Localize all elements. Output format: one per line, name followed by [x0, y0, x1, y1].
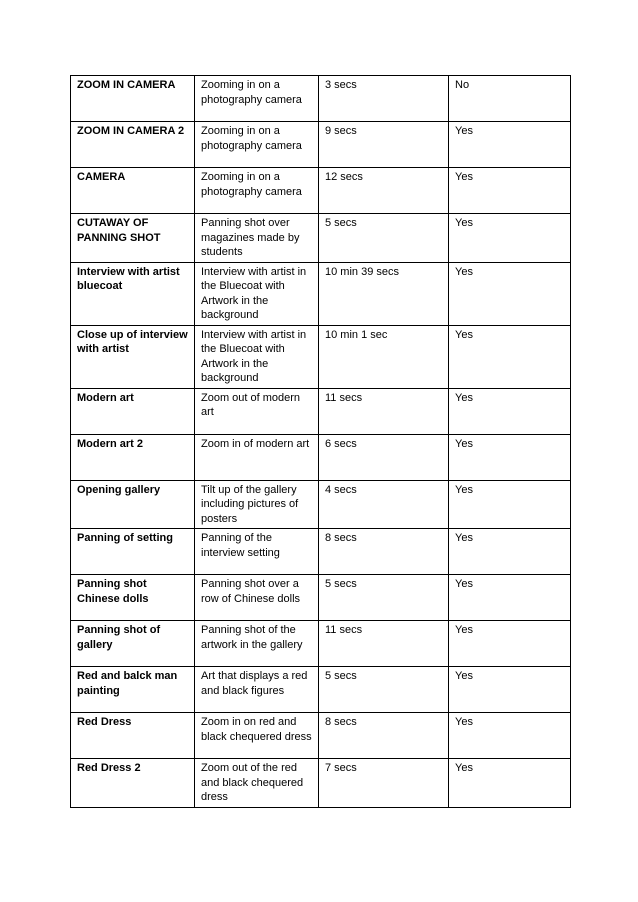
shot-description-cell: Zooming in on a photography camera	[195, 122, 319, 168]
table-row	[71, 713, 571, 759]
table-row	[71, 76, 571, 122]
shot-description-cell: Art that displays a red and black figures	[195, 667, 319, 713]
shot-list-body	[71, 76, 571, 808]
table-row	[71, 575, 571, 621]
shot-name-cell: CAMERA	[71, 168, 195, 214]
shot-description-cell: Interview with artist in the Bluecoat with Artwork in the background	[195, 262, 319, 325]
shot-description-cell: Zooming in on a photography camera	[195, 168, 319, 214]
shot-name-cell: Panning of setting	[71, 529, 195, 575]
shot-duration-cell: 11 secs	[319, 388, 449, 434]
shot-used-cell: Yes	[449, 759, 571, 808]
shot-description-cell: Zoom in on red and black chequered dress	[195, 713, 319, 759]
table-row	[71, 667, 571, 713]
table-row	[71, 388, 571, 434]
shot-name-cell: Close up of interview with artist	[71, 325, 195, 388]
shot-description-cell: Zooming in on a photography camera	[195, 76, 319, 122]
shot-name-cell: Red and balck man painting	[71, 667, 195, 713]
shot-duration-cell: 8 secs	[319, 529, 449, 575]
shot-used-cell: Yes	[449, 388, 571, 434]
table-row	[71, 759, 571, 808]
table-row	[71, 621, 571, 667]
table-row	[71, 168, 571, 214]
shot-duration-cell: 6 secs	[319, 434, 449, 480]
shot-duration-cell: 7 secs	[319, 759, 449, 808]
shot-name-cell: Panning shot Chinese dolls	[71, 575, 195, 621]
table-row	[71, 325, 571, 388]
shot-description-cell: Interview with artist in the Bluecoat with Artwork in the background	[195, 325, 319, 388]
shot-duration-cell: 5 secs	[319, 575, 449, 621]
shot-duration-cell: 9 secs	[319, 122, 449, 168]
shot-description-cell: Zoom out of modern art	[195, 388, 319, 434]
shot-duration-cell: 3 secs	[319, 76, 449, 122]
shot-duration-cell: 8 secs	[319, 713, 449, 759]
shot-used-cell: Yes	[449, 667, 571, 713]
shot-duration-cell: 5 secs	[319, 214, 449, 263]
shot-used-cell: Yes	[449, 325, 571, 388]
shot-name-cell: Interview with artist bluecoat	[71, 262, 195, 325]
shot-used-cell: Yes	[449, 168, 571, 214]
shot-list-table	[70, 75, 571, 808]
shot-used-cell: Yes	[449, 214, 571, 263]
table-row	[71, 122, 571, 168]
shot-used-cell: Yes	[449, 713, 571, 759]
shot-used-cell: Yes	[449, 621, 571, 667]
shot-description-cell: Zoom in of modern art	[195, 434, 319, 480]
shot-name-cell: ZOOM IN CAMERA	[71, 76, 195, 122]
shot-used-cell: Yes	[449, 575, 571, 621]
shot-description-cell: Zoom out of the red and black chequered dress	[195, 759, 319, 808]
table-row	[71, 262, 571, 325]
shot-description-cell: Panning shot of the artwork in the gallery	[195, 621, 319, 667]
shot-duration-cell: 12 secs	[319, 168, 449, 214]
shot-used-cell: Yes	[449, 434, 571, 480]
shot-duration-cell: 5 secs	[319, 667, 449, 713]
shot-used-cell: Yes	[449, 122, 571, 168]
shot-description-cell: Panning shot over a row of Chinese dolls	[195, 575, 319, 621]
shot-used-cell: Yes	[449, 480, 571, 529]
shot-name-cell: Opening gallery	[71, 480, 195, 529]
shot-description-cell: Panning shot over magazines made by students	[195, 214, 319, 263]
shot-name-cell: Red Dress 2	[71, 759, 195, 808]
shot-description-cell: Tilt up of the gallery including pictures of posters	[195, 480, 319, 529]
table-row	[71, 480, 571, 529]
table-row	[71, 214, 571, 263]
shot-duration-cell: 4 secs	[319, 480, 449, 529]
shot-name-cell: ZOOM IN CAMERA 2	[71, 122, 195, 168]
shot-used-cell: Yes	[449, 262, 571, 325]
shot-name-cell: Panning shot of gallery	[71, 621, 195, 667]
shot-duration-cell: 11 secs	[319, 621, 449, 667]
table-row	[71, 529, 571, 575]
shot-duration-cell: 10 min 1 sec	[319, 325, 449, 388]
shot-used-cell: Yes	[449, 529, 571, 575]
shot-name-cell: Red Dress	[71, 713, 195, 759]
shot-duration-cell: 10 min 39 secs	[319, 262, 449, 325]
shot-name-cell: Modern art 2	[71, 434, 195, 480]
table-row	[71, 434, 571, 480]
shot-used-cell: No	[449, 76, 571, 122]
shot-name-cell: CUTAWAY OF PANNING SHOT	[71, 214, 195, 263]
shot-name-cell: Modern art	[71, 388, 195, 434]
shot-description-cell: Panning of the interview setting	[195, 529, 319, 575]
